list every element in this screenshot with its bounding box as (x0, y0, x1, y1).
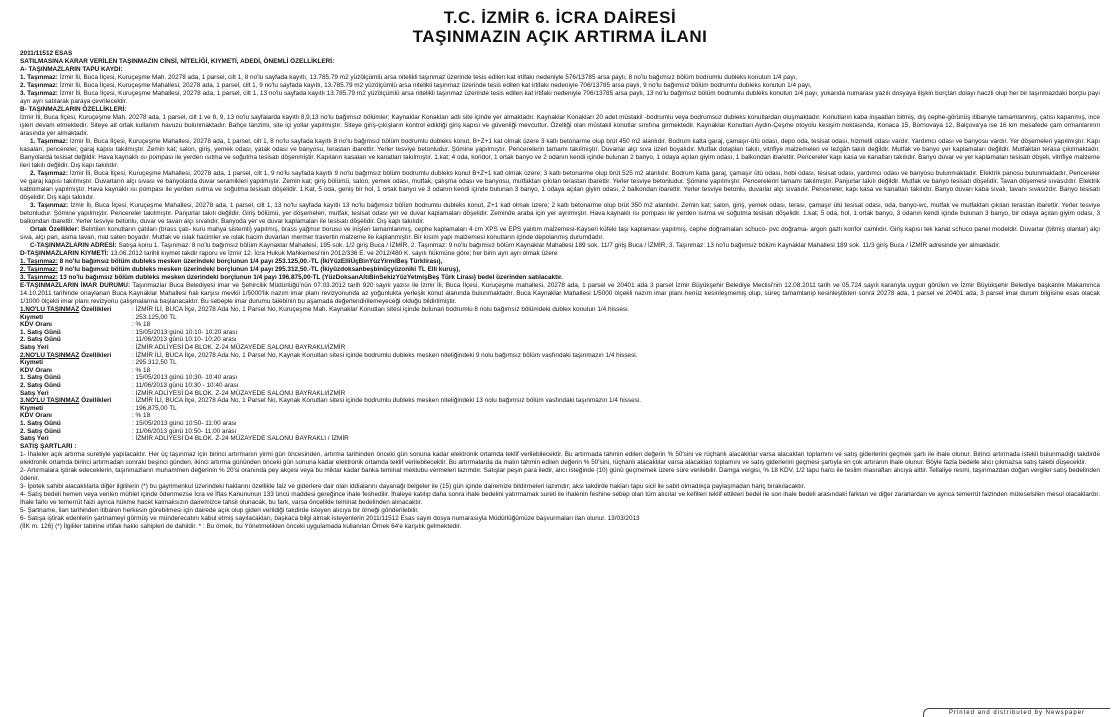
section-b-heading: B- TAŞINMAZLARIN ÖZELLİKLERİ: (20, 106, 127, 113)
condition-1: 1- İhaleler açık artırma suretiyle yapılacaktır. Her üç taşınmaz için birinci artırmanın yirmi gün öncesinden, artırma tarihinden önceki gün sonuna kadar elektronik ortamda teklif verilebilecektir. Bu artırmada tahmin edilen değerin % 50'sini ve rüçhanlı alacaklılar varsa alacakları toplamını ve satış giderlerini geçmek şartı ile ihale olunur. Birinci artırmada istekli bulunmadığı takdirde elektronik ortamda birinci artırmadan sonraki beşinci günden, ikinci artırma gününden önceki gün sonuna kadar elektronik ortamda teklif verilebilecektir. Bu artırmalarda da malın tahmin edilen değerin % 50'sini, rüçhanlı alacaklılar varsa alacakları toplamını ve satış giderlerini geçmesi şartıyla en çok artıranın ihale olunur. Böyle fazla bedelle alıcı çıkmazsa satış talebi düşecektir. (20, 450, 1100, 466)
condition-6: 6- Satışa iştirak edenlerin şartnameyi görmüş ve münderecatını kabul etmiş sayılacakları, başkaca bilgi almak isteyenlerin 2011/11512 Esas sayılı dosya numarasıyla Müdürlüğümüze başvurmaları ilan olunur. 13/03/2013 (20, 514, 640, 522)
case-number: 2011/11512 ESAS (20, 50, 73, 57)
a2-paragraph: 2. Taşınmaz: İzmir İli, Buca İlçesi, Kuruçeşme Mahallesi, 20278 ada, 1 parsel, cilt 1, 9 no'lu sayfada kayıtlı, 13.785.79 m2 yüzölçümlü arsa nitelikli taşınmaz üzerinde tesis edilen kat irtifakı nedeniyle 706/13785 arsa paylı, 9 no'lu bağımsız bölüm bodrumlu dubleks konutun 1/4 payı, (20, 82, 812, 89)
section-e-paragraph: E-TAŞINMAZLARIN İMAR DURUMU: Taşınmazlar Buca Belediyesi imar ve Şehircilik Müdürlüğü'nün 07.03.2012 tarih 920 sayılı yazısı ile İzmir İli, Buca İlçesi, Kuruçeşme mahallesi, 20278 ada, 1 parsel ve 20401 ada 3 parsel İzmir Büyükşehir Belediye Meclisi'nin 12.08.2011 tarih ve 05.724 sayılı kararıyla uygun görülen ve İzmir Büyükşehir Belediye başkanlık Makamınca 14.10.2011 tarihinde onaylanan Buca Kaynaklar Mahallesi hali karşısı mevkii 1/5000'lik nazım imar planı revizyonunda az yoğunlukta yerleşik konut alanında bulunmaktadır. Buca Kaynaklar Mahallesi 1/5000 ölçekli nazım imar planı henüz kesinleşmemiş olup, süreç tamamlanıp kesinleştikten sonra 20278 ada, 1 parsel ve 20401 ada, 3 parsel imar durum bilgisine esas olacak 1/1000 ölçekli imar planı revizyonu çalışmalarına başlanacaktır. Bu sebeple imar durumu talebinin bu aşamada değerlendirilemeyeceği olduğu bildirilmiştir. (20, 282, 1100, 305)
intro-heading: SATILMASINA KARAR VERİLEN TAŞINMAZIN CİNSİ, NİTELİĞİ, KIYMETİ, ADEDİ, ÖNEMLİ ÖZELLİKLERİ: (20, 58, 335, 65)
lot-1-table: 1.NO'LU TAŞINMAZ Özellikleri : İZMİR İLİ, BUCA İlçe, 20278 Ada No, 1 Parsel No, Kuruçeşme Mah. Kaynaklar Konutları sitesi içinde bulunan bodrumlu 8 nolu bağımsız bölümdeki dublex konutun 1/4 hissesi. Kıymeti : 253.125,00 TL KDV Oranı : % 18 1. Satış Günü : 15/05/2013 günü 10:10- 10:20 arası 2. Satış Günü : 11/06/2013 günü 10:10- 10:20 arası Satış Yeri : İZMİR ADLİYESİ D4 BLOK. Z-24 MÜZAYEDE SALONU BAYRAKLI/İZMİR (20, 306, 630, 351)
footnote: (İİK m. 126) (*) İlgililer tabirine irtifak hakkı sahipleri de dahildir. * : Bu örnek, bu Yönetmeliklen önceki uygulamada kullanılan Örnek 64'e karşılık gelmektedir. (20, 522, 462, 530)
printed-by-footer: Printed and distributed by Newspaper (923, 708, 1110, 717)
condition-3: 3- İpotek sahibi alacaklılarla diğer ilgililerin (*) bu gayrimenkul üzerindeki haklarını özellikle faiz ve giderlere dair olan iddialarını dayanağı belgeler ile (15) gün içinde dairemize bildirmeleri lazımdır; aksi takdirde hakları tapu sicil ile sabit olmadıkça paylaşmadan hariç bırakılacaktır. (20, 482, 806, 490)
condition-4: 4- Satış bedeli hemen veya verilen mühlet içinde ödenmezse İcra ve İflas Kanununun 133 üncü maddesi gereğince ihale feshedilir. İhaleye katılıp daha sonra ihale bedelini yatırmamak sureti ile ihalenin feshine sebep olan tüm alıcılar ve kefilleri teklif ettikleri bedel ile son ihale bedeli arasındaki farktan ve diğer zararlardan ve ayrıca temerrüt faizinden müteselsilen mesul olacaklardır. İhale farkı ve temerrüt faizi ayrıca hükme hacet kalmaksızın dairemizce tahsil olunacak, bu fark, varsa öncelikle teminat bedelinden alınacaktır. (20, 490, 1100, 506)
announcement-page (20, 8, 1100, 531)
lot-3-table: 3.NO'LU TAŞINMAZ Özellikleri : İZMİR İLİ, BUCA İlçe, 20278 Ada No, 1 Parsel No, Kaynak Konutları sitesi içinde bodrumlu dubleks mesken niteliğindeki 13 nolu bağımsız bölüm vasfındaki taşınmazın 1/4 hissesi. Kıymeti : 196.875,00 TL KDV Oranı : % 18 1. Satış Günü : 15/05/2013 günü 10:50- 11:00 arası 2. Satış Günü : 11/06/2013 günü 10:50- 11:00 arası Satış Yeri : İZMİR ADLİYESİ D4 BLOK. Z-24 MÜZAYEDE SALONU BAYRAKLI / İZMİR (20, 397, 642, 443)
announcement-title: TAŞINMAZIN AÇIK ARTIRMA İLANI (412, 27, 708, 46)
announcement-body (20, 50, 1100, 531)
b2-paragraph: 2. Taşınmaz: İzmir İli, Buca İlçesi, Kuruçeşme Mahallesi, 20278 ada, 1 parsel, cilt 1, 9 no'lu sayfada kayıtlı 9 no'lu bağımsız bölüm bodrumlu dubleks konut B+Z+1 katl olmak üzere; 3 katlı betonarme olup brüt 525 m2 alanlıdır. Bodrum katta garaj, çamaşır ütü odası, hobi odası, tesisat odası, yardımcı odası ve banyosu bulunmaktadır. Elektrik panosu bulunmaktadır. Pencereler ve garaj kapısı takılmıştır. Duvarların alçı sıvası ve banyolarda duvar seramikleri yapılmıştır. Zemin kat; giriş bölümü, salon, yemek odası, mutfak, çalışma odası ve banyosu, mutfaktan çıkılan terastan ibarettir. Yerler tesviye betonludur. Şömine yapılmıştır. Pencerelerin tamamı takılmıştır. Panjurlar takılı değildir. Mutfak ve banyo tesisatı döşelidir. Tavan döşemesi sıvasızdır. Elektrik kablomaları yapılmıştır. Hava kaynaklı ısı pompası ile yerden ısıtma ve soğutma tesisatı döşelidir. 1.Kat, 5 oda, geniş bir hol, 1 ortak banyo ve 3 odanın kendi içinde bulunan 3 banyo, 1 odaya açılan giyim odası, 2 balkondan ibarettir. Yerler tesviye betonlu, duvarlar alçı sıvalıdır. Pencereler, kapı kasa ve kanatları takılıdır. Banyo duvarı kaba sıvalı, tavanı sıvasızdır. Banyo tesisatı döşelidir. Dış kapı takılıdır. (20, 170, 1100, 201)
b1-paragraph: 1. Taşınmaz: İzmir İli, Buca İlçesi, Kuruçeşme Mahallesi, 20278 ada, 1 parsel, cilt 1, 8 no'lu sayfada kayıtlı 8 no'lu bağımsız bölüm bodrumlu dubleks konut, B+Z+1 kat olmak üzere 3 katlı betonarme olup brüt 450 m2 alanlıdır. Bodrum katta garaj, çamaşır-ütü odası, depo oda, tesisat odası, hizmetli odası vardır. Yardımcı odası ve banyosu vardır. Yer döşemeleri yapılmıştır. Kapı kasaları, pencereler, garaj kapısı takılmıştır. Zemin kat; salon, giriş, yemek odası, yatak odası ve banyosu, terastan ibarettir. Yerler tesviye betonludur. Şömine yapılmıştır. Pencerelerin tamamı takılmıştır. Duvarlar alçı sıva üzeri boyalıdır. Mutfak dolapları takılı, vitrifiye malzemeleri ve tezgâh takılı değildir. Mutfak ve banyo yer kaplamaları değildir. Mutfaktan terasa çıkılmaktadır. Banyolarda tesisat değildir. Hava kaynaklı ısı pompası ile yerden ısıtma ve soğutma tesisatı döşenmiştir. Kapıların kasaları ve kanatları takılmıştır. 1.kat; 4 oda, koridor, 1 ortak banyo ve 2 odanın kendi içinde bulunan 2 banyo, 1 odaya açılan giyim odası, 1 balkondan ibarettir. Pencereler kapı kasa ve kanatları takılıdır. Banyo duvar ve yer kaplamaları tesisatı döşeli, vitrifiye malzeme ileri takılı değildir. Dış kapı takılıdır. (20, 138, 1100, 169)
condition-2: 2- Artırmalara iştirak edeceklerin, taşınmazların muhammen değerinin % 20'si oranında pey akçesi veya bu miktar kadar banka teminat mektubu vermeleri lazımdır. Satışlar peşin para iledir, alıcı isteğinde (10) günü geçmemek üzere süre verilebilir. Damga vergisi, % 18 KDV, 1/2 tapu harcı ile teslim masrafları alıcıya aittir. Tellaliye resmi, taşınmazdan doğan vergiler satış bedelinden ödenir. (20, 466, 1100, 482)
b-common-paragraph: Ortak Özellikler: Belirtilen konutların çatıları (brass çatı- kuru mahya sistemli) yapılmış, brass yağmur borusu ve inişleri tamamlanmış, cephe kaplamaları 4 cm XPS ve EPS yalıtım malzemesi-Kayseri küfeki taşı kaplaması yapılmış, cephe doğramaları schuco- pvc doğrama- argon gazlı konfor camlıdır. Giriş kapısı tek kanat schuco panel modeldir. Duvarlar (bitmiş olanlar) alçı sıva, alçı pan, asma tavan, mat saten boyadır. Mutfak ve ıslak hacimler ve ıslak hacim duvarları mermer travertin malzeme ile kaplanmıştır. Bir kısım yapı malzemesi konutların içinde depolanmış durumdadır. (20, 226, 1100, 241)
d2-paragraph: 2. Taşınmaz: 9 no'lu bağımsız bölüm dubleks mesken üzerindeki borçlunun 1/4 payı 295.312,50.-TL (İkiyüzdoksanbeşbinüçyüzoniki TL Elli kuruş), (20, 266, 461, 273)
b-intro-paragraph: İzmir İli, Buca İlçesi, Kuruçeşme Mah. 20278 ada, 1 parsel, cilt 1 ve 8, 9, 13 no'lu sayfalarda kayıtlı 8,9,13 no'lu bağımsız bölümler; Kaynaklar Konakları adlı site içinde yer almaktadır. Kaynaklar Konakları 20 adet müstakil -bodrumlu veya bodrumsuz dubleks konutlardan oluşmaktadır. Konutların kaba inşaatları bitmiş, dış cephe-görünüş itibarıyle tamamlanmış, çatısı kapanmış, ince işleri devam etmektedir. Siteye ait ortak kullanım havuzu bulunmaktadır. Bahçe tanzimi, site içi yollar yapılmıştır. Siteye giriş-çıkışların kontrol edildiği giriş kapısı ve güvenliği mevcuttur. Özelliği olan müstakil konutlar sınıfına girmektedir. Kaynaklar Konutları Aydın-Çeşme otoyolu kesişim noktasında, Konaca 15, Bornovaya 12, Balçova'ya ise 16 km mesafede çam ormanlarının arasında yer almaktadır. (20, 114, 1100, 137)
a3-paragraph: 3. Taşınmaz: İzmir İli, Buca İlçesi, Kuruçeşme Mahallesi, 20278 ada, 1 parsel, cilt 1, 13 no'lu sayfada kayıtlı 13.785.79 m2 yüzölçümlü arsa nitelikli taşınmaz üzerinde tesis edilen kat irtifakı nedeniyle 706/13785 arsa paylı, 13 no'lu bağımsız bölüm bodrumlu dubleks konutun 1/4 payı, yukarıda numarası yazılı dosyaya ilişkin borçtan dolayı haczli olup her bir taşınmazdaki borçlu payı ayrı ayrı satılarak paraya çevrilecektir. (20, 90, 1100, 105)
conditions-heading: SATIŞ ŞARTLARI : (20, 442, 77, 450)
d3-paragraph: 3. Taşınmaz: 13 no'lu bağımsız bölüm dubleks mesken üzerindeki borçlunun 1/4 payı 196.875,00-TL (YüzDoksanAltıBinSekizYüzYetmişBeş Türk Lirası) bedel üzerinden satılacaktır. (20, 274, 563, 281)
lot-2-table: 2.NO'LU TAŞINMAZ Özellikleri : İZMİR İLİ, BUCA İlçe, 20278 Ada No, 1 Parsel No, Kaynak Konutları sitesi içinde bodrumlu dubleks mesken niteliğindeki 9 nolu bağımsız bölüm vasfındaki taşınmazın 1/4 hissesi. Kıymeti : 295.312,50 TL KDV Oranı : % 18 1. Satış Günü : 15/05/2013 günü 10:30- 10:40 arası 2. Satış Günü : 11/06/2013 günü 10:30 - 10:40 arası Satış Yeri : İZMİR ADLİYESİ D4 BLOK. Z-24 MÜZAYEDE SALONU BAYRAKLI/İZMİR (20, 351, 638, 397)
d1-paragraph: 1. Taşınmaz: 8 no'lu bağımsız bölüm dubleks mesken üzerindeki borçlunun 1/4 payı 253.125,00.-TL (İkiYüzElliÜçBinYüzYirmiBeş Türklirası), (20, 258, 443, 265)
section-d-paragraph: D-TAŞINMAZLARIN KIYMETİ: 13.06.2012 tarihli kıymet takdir raporu ve İzmir 12. İcra Hukuk Mahkemesi'nin 2012/336 E. ve 2012/480 K. sayılı hükmüne göre; her birin ayrı ayrı olmak üzere (20, 250, 558, 257)
office-title: T.C. İZMİR 6. İCRA DAİRESİ (443, 8, 677, 27)
section-c-paragraph: C-TAŞINMAZLARIN ADRESİ: Satışa konu 1. Taşınmaz: 8 no'lu bağımsız bölüm Kaynaklar Mahallesi, 195 sok. 1/2 giriş Buca / İZMİR, 2. Taşınmaz: 9 no'lu bağımsız bölüm Kaynaklar Mahallesi 189 sok. 11/7 giriş Buca / İZMİR, 3. Taşınmaz: 13 no'lu bağımsız bölüm Kaynaklar Mahallesi 189 sok. 11/3 giriş Buca / İZMİR adresinde yer almaktadır. (30, 242, 1001, 249)
b3-paragraph: 3. Taşınmaz: İzmir İli, Buca İlçesi, Kuruçeşme Mahallesi, 20278 ada, 1 parsel, cilt 1, 13 no'lu sayfada kayıtlı 13 no'lu bağımsız bölüm bodrumlu dubleks konut, Z+1 katl olmak üzere; 2 katlı betonarme olup brüt 350 m2 alanlıdır. Zemin kat; salon, giriş, yemek odası, terası, çamaşır ütü tesisat odası, oda, banyo-wc, mutfak ve mutfaktan çıkılan terastan ibarettir. Yerler tesviye betonludur. Şömine yapılmıştır. Pencereler takılmıştır. Panjurlar takılı değildir. Giriş bölümü, yer döşemeleri, mutfak, tesisat odası yer ve duvar kaplamaları döşelidir. Zeminde araba için yer ayrılmıştır. Hava kaynaklı ısı pompası ile yerden ısıtma ve soğutma tesisatı döşelidir. 1.kat; 5 oda, hol, 1 ortak banyo, 3 odanın kendi içinde bulunan 3 banyo, bir odaya açılan giyim odası, 3 balkondan ibarettir. Yerler tesviye betonlu, duvar ve tavan alçı sıvalıdır. Banyoda yer ve duvar kaplamaları ile tesisatı döşelidir. Dış kapı takılıdır. (20, 202, 1100, 225)
section-a-heading: A- TAŞINMAZLARIN TAPU KAYDI: (20, 66, 123, 73)
a1-paragraph: 1. Taşınmaz: İzmir İli, Buca İlçesi, Kuruçeşme Mah. 20278 ada, 1 parsel, cilt 1, 8 no'lu sayfada kayıtlı, 13.785.79 m2 yüzölçümlü arsa nitelikli taşınmaz üzerinde tesis edilen kat irtifakı nedeniyle 576/13785 arsa paylı, 8 no'lu bağımsız bölüm bodrumlu dubleks konutun 1/4 payı, (20, 74, 798, 81)
condition-5: 5- Şartname, ilan tarihinden itibaren herkesin görebilmesi için dairede açık olup gideri verildiği takdirde isteyen alıcıya bir örneği gönderilebilir. (20, 506, 419, 514)
